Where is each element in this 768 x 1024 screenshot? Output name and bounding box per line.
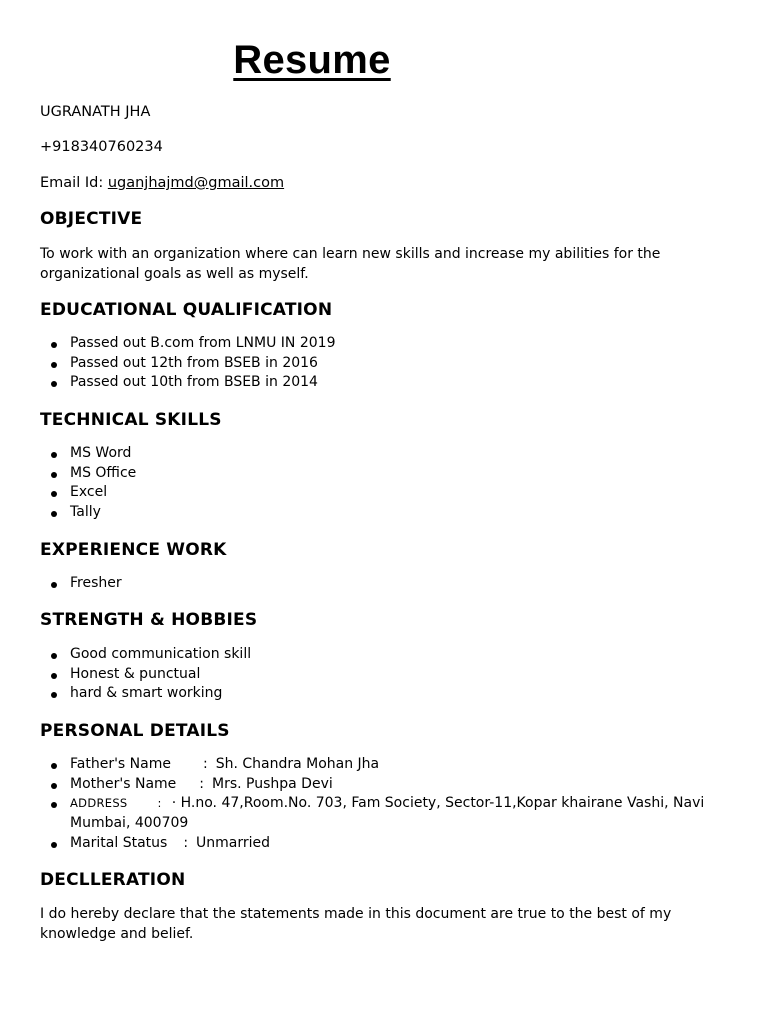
page-title: Resume [233, 38, 391, 82]
education-heading: EDUCATIONAL QUALIFICATION [40, 300, 333, 320]
list-item: MS Office [40, 464, 730, 484]
address-row [40, 794, 730, 833]
strengths-heading: STRENGTH & HOBBIES [40, 610, 258, 630]
declaration-heading: DECLLERATION [40, 870, 186, 890]
mother-label: Mother's Name [70, 775, 177, 792]
father-name-row [40, 755, 730, 775]
experience-heading: EXPERIENCE WORK [40, 540, 227, 560]
separator: : [183, 834, 189, 851]
education-list [40, 334, 730, 393]
marital-status-row [40, 834, 730, 854]
address-label: ADDRESS [70, 796, 128, 811]
mother-name-row [40, 775, 730, 795]
marital-label: Marital Status [70, 834, 168, 851]
list-item: Passed out 12th from BSEB in 2016 [40, 354, 730, 374]
strengths-list [40, 645, 730, 704]
skills-list [40, 444, 730, 523]
list-item: Good communication skill [40, 645, 730, 665]
personal-list [40, 755, 730, 854]
father-value: Sh. Chandra Mohan Jha [215, 756, 380, 772]
objective-text: To work with an organization where can learn new skills and increase my abilities for the organizational goals as well as myself. [40, 246, 661, 282]
personal-heading: PERSONAL DETAILS [40, 721, 230, 741]
list-item: Tally [40, 503, 730, 523]
email-label: Email Id: [40, 175, 108, 191]
separator: : [202, 756, 208, 772]
list-item: Passed out B.com from LNMU IN 2019 [40, 334, 730, 354]
phone-number: +918340760234 [40, 139, 163, 155]
email-line [40, 173, 284, 193]
list-item: Fresher [40, 574, 730, 594]
email-link[interactable]: uganjhajmd@gmail.com [107, 175, 285, 191]
separator: : [157, 796, 162, 811]
separator: : [199, 775, 204, 792]
mother-value: Mrs. Pushpa Devi [212, 775, 333, 792]
marital-value: Unmarried [196, 834, 271, 851]
list-item: Passed out 10th from BSEB in 2014 [40, 373, 730, 393]
skills-heading: TECHNICAL SKILLS [40, 410, 222, 430]
declaration-text: I do hereby declare that the statements made in this document are true to the best of my knowledge and belief. [40, 906, 672, 942]
list-item: Excel [40, 483, 730, 503]
list-item: hard & smart working [40, 684, 730, 704]
experience-list [40, 574, 730, 594]
list-item: Honest & punctual [40, 665, 730, 685]
objective-heading: OBJECTIVE [40, 209, 143, 229]
candidate-name: UGRANATH JHA [40, 104, 151, 120]
list-item: MS Word [40, 444, 730, 464]
father-label: Father's Name [70, 756, 171, 772]
address-value: · H.no. 47,Room.No. 703, Fam Society, Sector-11,Kopar khairane Vashi, Navi Mumbai, 400709 [70, 795, 705, 832]
